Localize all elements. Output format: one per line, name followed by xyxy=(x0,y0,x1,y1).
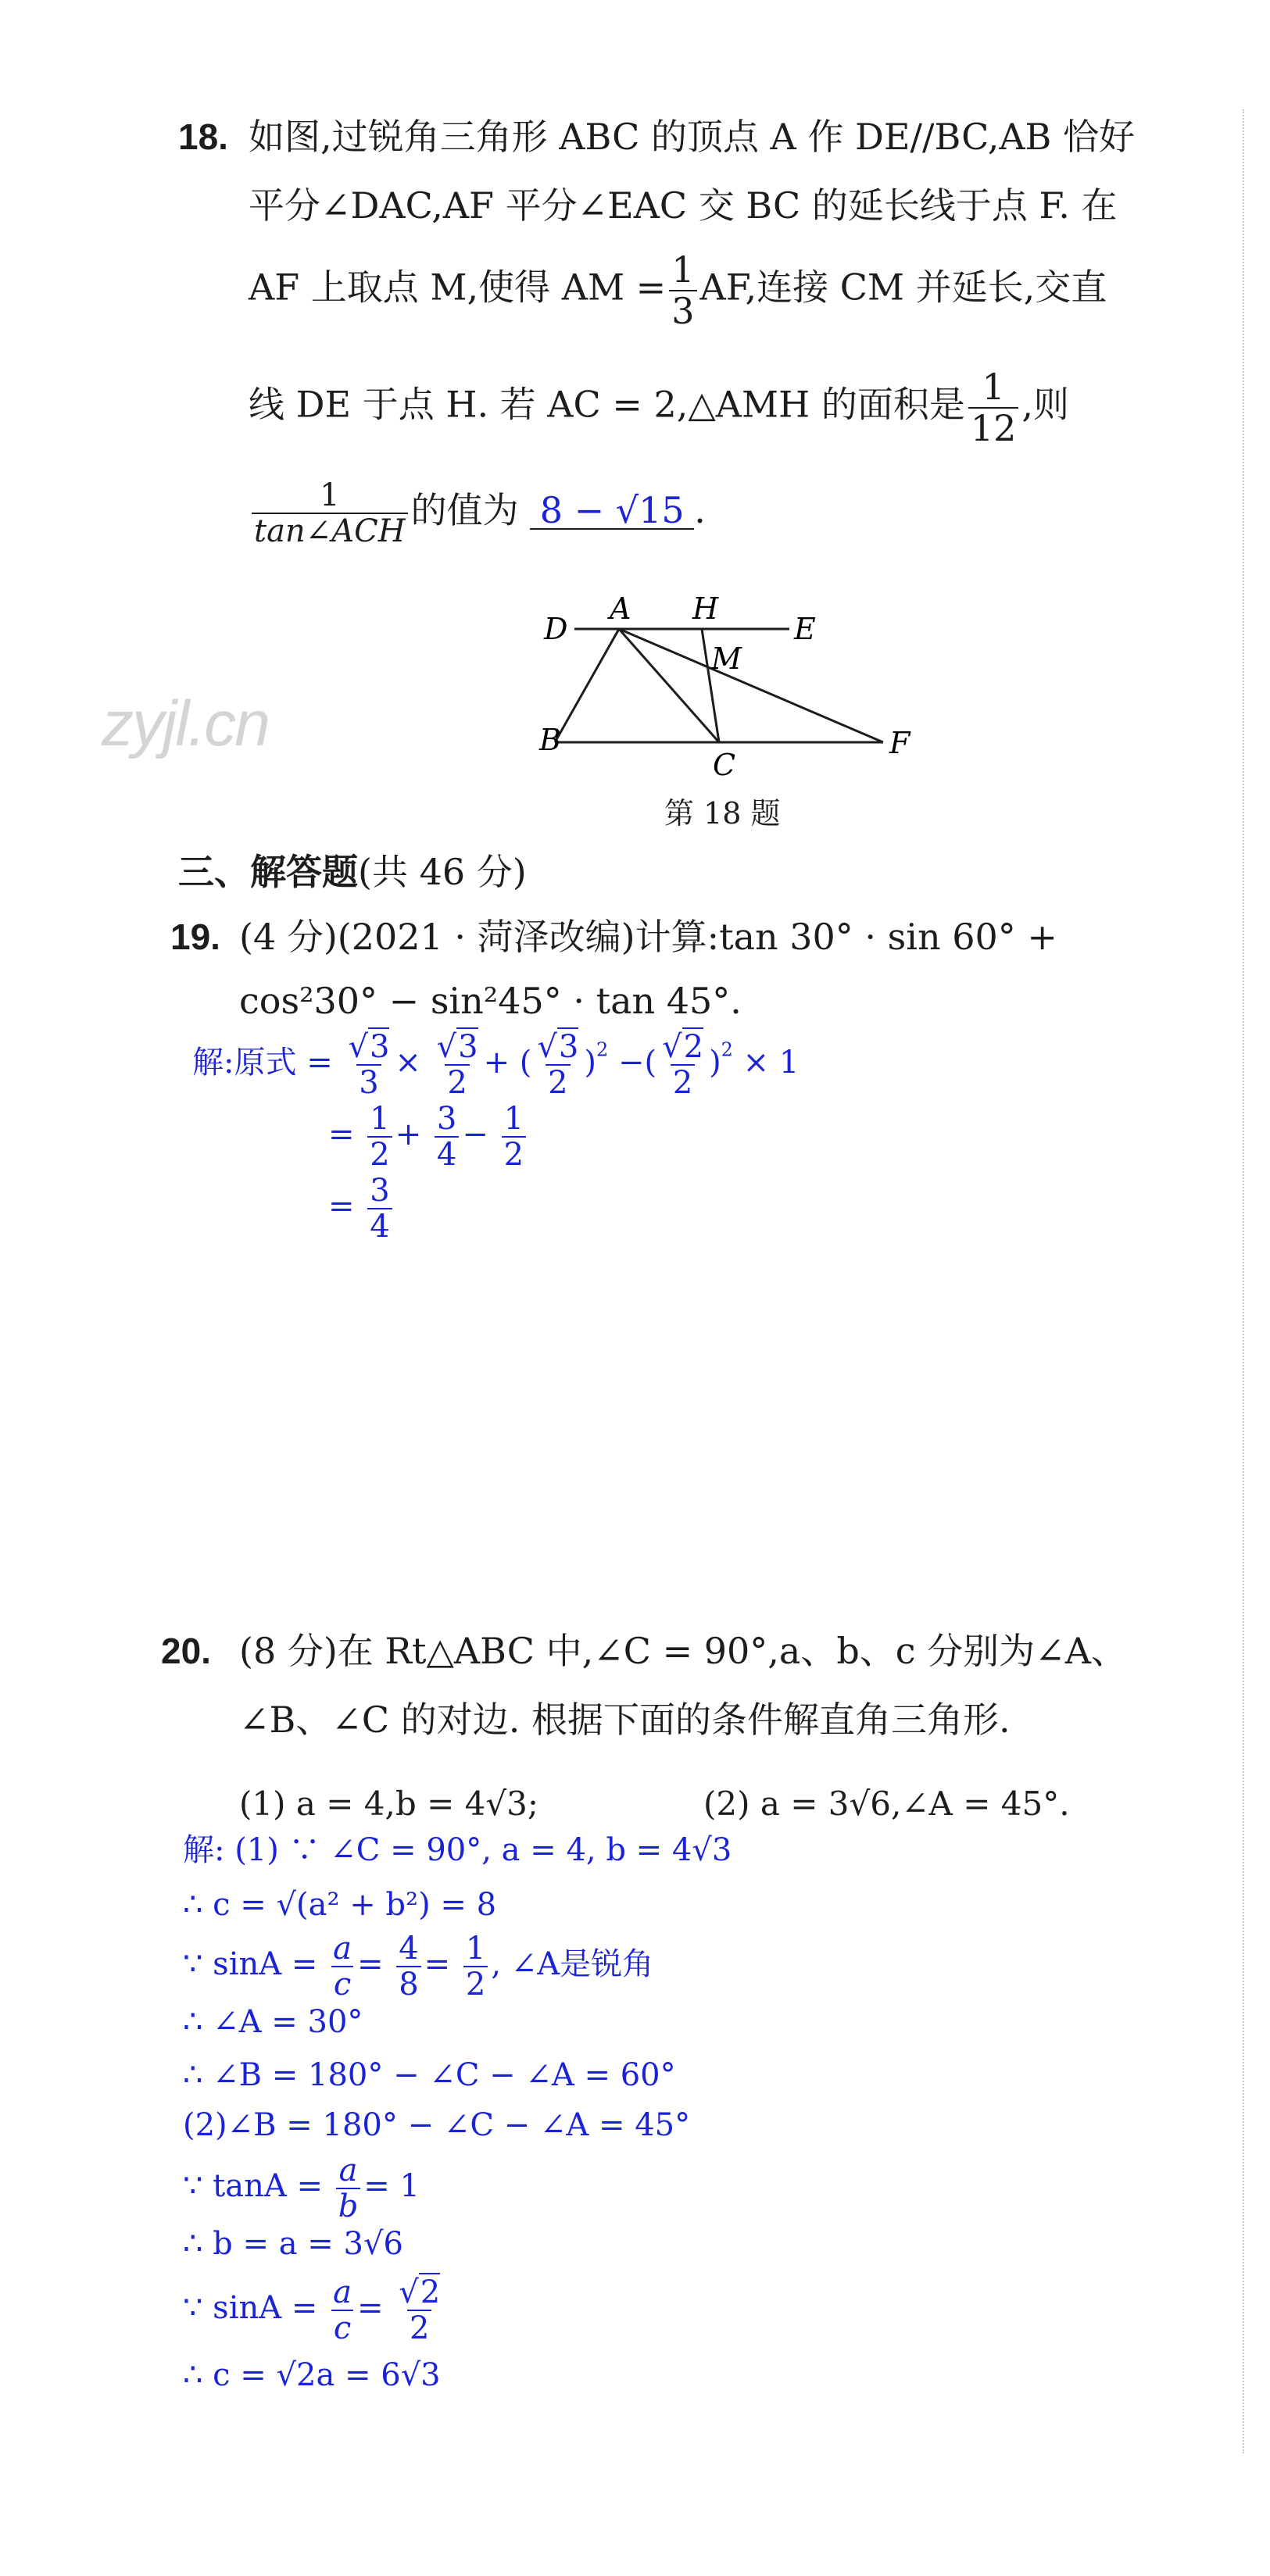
s3-post: , ∠A是锐角 xyxy=(491,1946,654,1982)
q19-line2: cos²30° − sin²45° · tan 45°. xyxy=(239,980,742,1022)
q20-sol-s3: ∵ sinA = $\frac{a}{c}$ = $\frac{4}{8}$ = $\frac{1}{2}$ , ∠A是锐角 xyxy=(183,1931,654,2003)
label-H: H xyxy=(692,594,719,626)
frac-4-8: $\frac{4}{8}$ xyxy=(396,1931,420,2002)
frac-1-2b: $\frac{1}{2}$ xyxy=(502,1102,526,1172)
label-C: C xyxy=(713,748,736,782)
frac-a-c-s9: $\frac{a}{c}$ xyxy=(331,2275,354,2346)
q18-line3-pre: AF 上取点 M,使得 AM = xyxy=(249,266,667,309)
q19-sol-line1: 解:原式 = $\frac{√3}{3}$ × $\frac{√3}{2}$ + ( $\frac{√3}{2}$ )$^2$ −( $\frac{√2}{2}$ )$^2$ × 1 xyxy=(192,1029,800,1101)
frac-3-4-result: $\frac{3}{4}$ xyxy=(367,1174,392,1244)
q20-sol-s6: (2)∠B = 180° − ∠C − ∠A = 45° xyxy=(183,2107,691,2143)
label-B: B xyxy=(539,723,561,757)
q20-sol-s2: ∴ c = √(a² + b²) = 8 xyxy=(183,1887,497,1923)
frac-sqrt2-2: $\frac{√2}{2}$ xyxy=(399,2274,441,2346)
q19-sol-line3 xyxy=(328,1174,395,1244)
frac-den: 12 xyxy=(968,407,1019,448)
q20-part2: (2) a = 3√6,∠A = 45°. xyxy=(703,1785,1070,1823)
section3-title: 三、解答题 xyxy=(178,851,358,893)
q20-sol-s4: ∴ ∠A = 30° xyxy=(183,2004,363,2040)
label-F: F xyxy=(889,726,910,760)
q18-line1: 如图,过锐角三角形 ABC 的顶点 A 作 DE//BC,AB 恰好 xyxy=(249,116,1135,158)
label-M: M xyxy=(711,641,742,676)
q18-number: 18. xyxy=(178,116,228,157)
q18-answer: 8 − √15 xyxy=(530,492,694,530)
q20-sol-s1: 解: (1) ∵ ∠C = 90°, a = 4, b = 4√3 xyxy=(183,1832,732,1868)
frac-a-b: $\frac{a}{b}$ xyxy=(336,2153,361,2224)
q20-part1: (1) a = 4,b = 4√3; xyxy=(239,1785,538,1823)
q20-sol-s10: ∴ c = √2a = 6√3 xyxy=(183,2357,441,2393)
q20-line2: ∠B、∠C 的对边. 根据下面的条件解直角三角形. xyxy=(239,1699,1011,1741)
label-D: D xyxy=(544,612,568,646)
q20-sol-s7 xyxy=(183,2153,420,2224)
s7-post: = 1 xyxy=(363,2168,420,2204)
s7-pre: ∵ tanA = xyxy=(183,2168,323,2204)
frac-a-c: $\frac{a}{c}$ xyxy=(331,1931,354,2002)
section3-note: (共 46 分) xyxy=(358,851,527,893)
margin-dotted-line xyxy=(1243,109,1244,2453)
frac-sqrt3-over-2-sq: $\frac{√3}{2}$ xyxy=(537,1029,579,1101)
q20-line1: (8 分)在 Rt△ABC 中,∠C = 90°,a、b、c 分别为∠A、 xyxy=(239,1630,1127,1672)
q19-number: 19. xyxy=(170,916,220,957)
q18-frac-tan xyxy=(252,478,408,548)
q18-line2: 平分∠DAC,AF 平分∠EAC 交 BC 的延长线于点 F. 在 xyxy=(249,184,1118,227)
q18-line4-post: ,则 xyxy=(1021,383,1070,426)
equals: = xyxy=(328,1188,355,1224)
frac-1-2: $\frac{1}{2}$ xyxy=(367,1102,392,1172)
frac-num: 1 xyxy=(671,248,695,291)
equals: = xyxy=(328,1117,355,1152)
frac-num: 1 xyxy=(982,366,1005,408)
q18-frac-one-third xyxy=(669,250,696,330)
q20-sol-s9: ∵ sinA = $\frac{a}{c}$ = $\frac{√2}{2}$ xyxy=(183,2275,445,2346)
frac-sqrt3-over-3: $\frac{√3}{3}$ xyxy=(348,1029,390,1101)
q20-sol-s5: ∴ ∠B = 180° − ∠C − ∠A = 60° xyxy=(183,2057,676,2093)
q19-sol-line2: = $\frac{1}{2}$ + $\frac{3}{4}$ − $\frac{1}{2}$ xyxy=(328,1102,529,1172)
frac-den: tan∠ACH xyxy=(252,513,408,548)
label-E: E xyxy=(794,612,816,646)
s9-pre: ∵ sinA = xyxy=(183,2290,318,2326)
watermark: zyjl.cn xyxy=(102,688,269,759)
q18-line4-pre: 线 DE 于点 H. 若 AC = 2,△AMH 的面积是 xyxy=(249,383,965,426)
q18-line3 xyxy=(249,250,1107,330)
q18-frac-one-twelfth xyxy=(968,367,1019,448)
line-AF xyxy=(619,629,883,742)
frac-num: 1 xyxy=(320,477,340,513)
q18-period: . xyxy=(694,489,706,531)
sol-label: 解:原式 = xyxy=(192,1045,333,1081)
q20-sol-s8: ∴ b = a = 3√6 xyxy=(183,2226,403,2262)
q18-line3-post: AF,连接 CM 并延长,交直 xyxy=(699,266,1107,309)
section3-heading xyxy=(178,844,527,895)
frac-sqrt3-over-2: $\frac{√3}{2}$ xyxy=(436,1029,478,1101)
s3-pre: ∵ sinA = xyxy=(183,1946,318,1982)
frac-sqrt2-over-2-sq: $\frac{√2}{2}$ xyxy=(662,1029,704,1101)
frac-den: 3 xyxy=(669,290,696,331)
frac-1-2-s3: $\frac{1}{2}$ xyxy=(463,1931,488,2002)
q18-line5 xyxy=(249,478,706,548)
label-A: A xyxy=(610,594,631,626)
q20-number: 20. xyxy=(161,1631,211,1671)
q19-line1: (4 分)(2021 · 菏泽改编)计算:tan 30° · sin 60° + xyxy=(239,916,1057,958)
frac-3-4: $\frac{3}{4}$ xyxy=(435,1102,459,1172)
q18-figure-caption: 第 18 题 xyxy=(664,796,781,831)
q18-line5-post: 的值为 xyxy=(410,489,519,531)
q18-line4 xyxy=(249,367,1069,448)
